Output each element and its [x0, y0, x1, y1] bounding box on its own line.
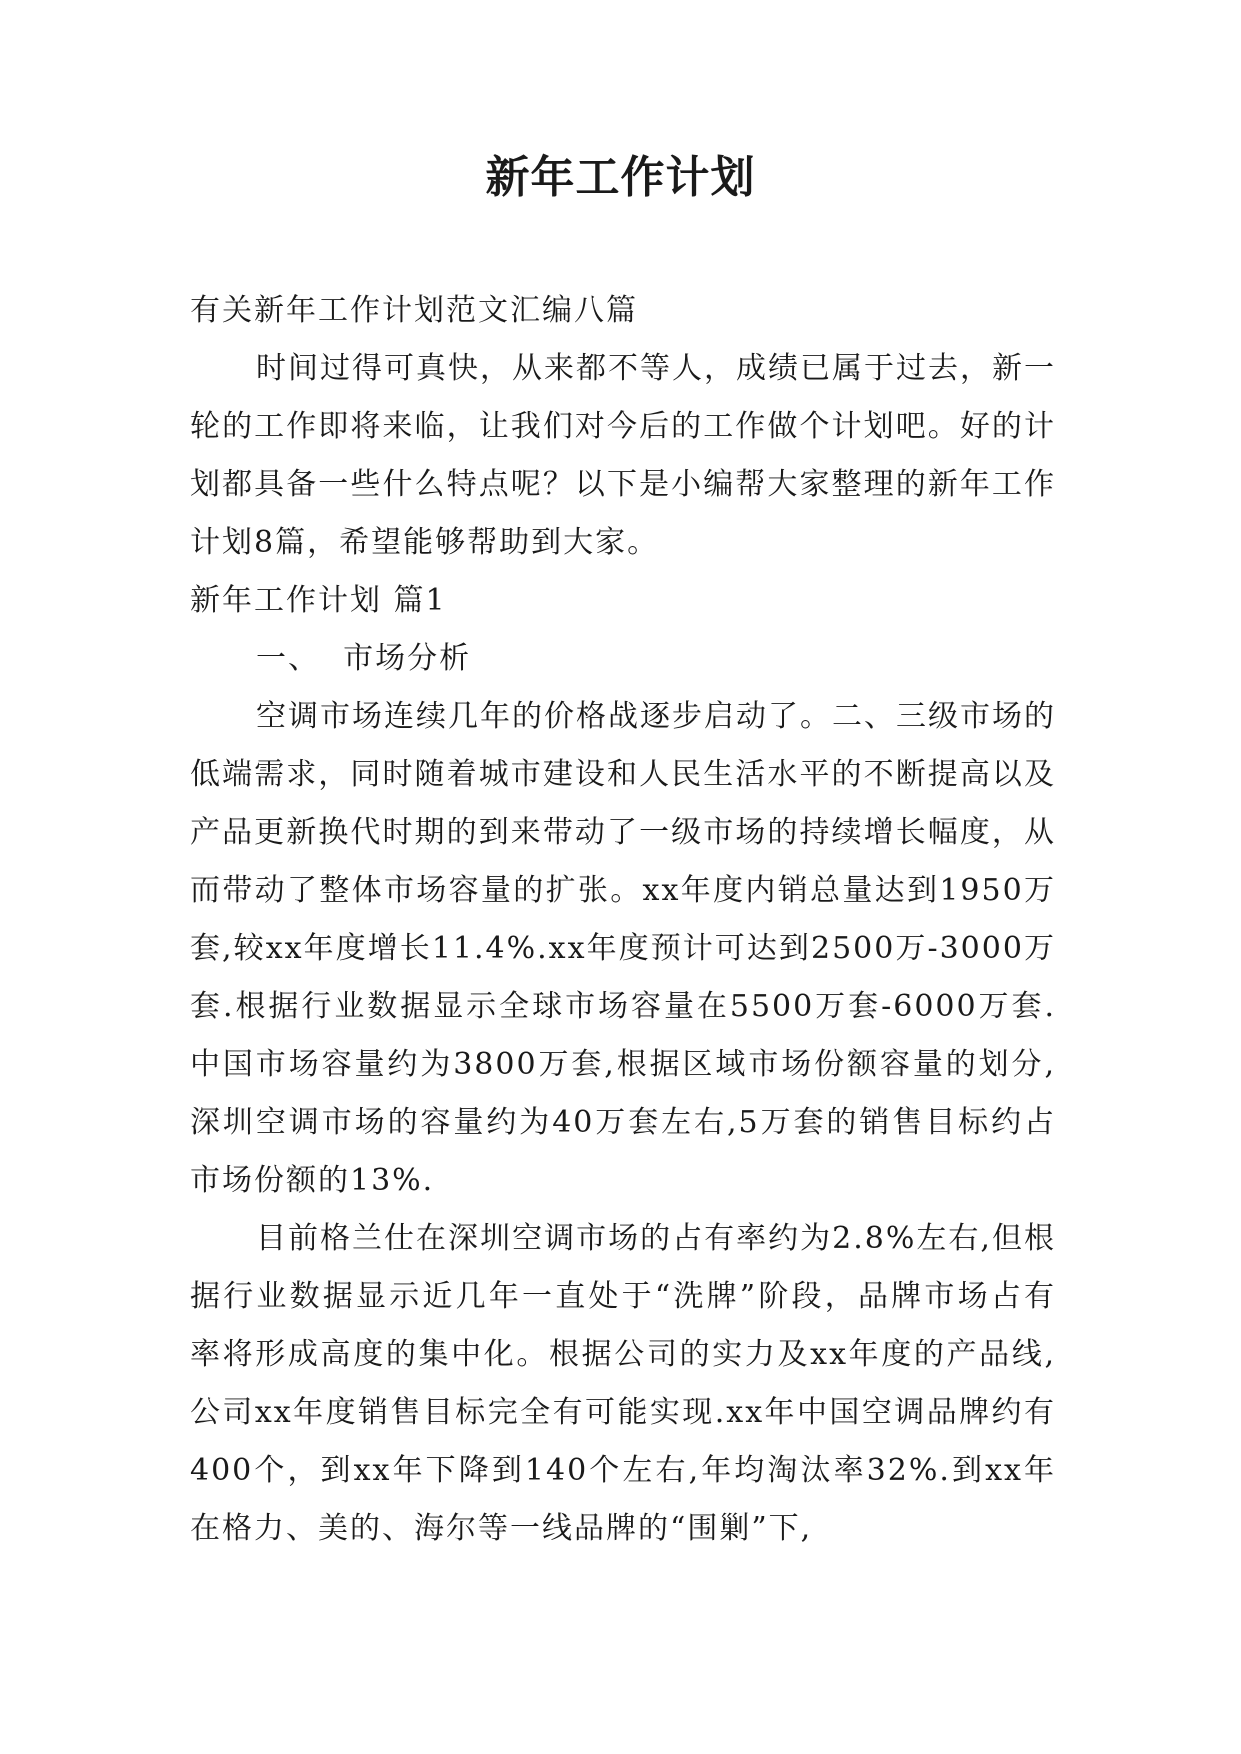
body-paragraph-2: 目前格兰仕在深圳空调市场的占有率约为2.8%左右,但根据行业数据显示近几年一直处于“洗牌”阶段，品牌市场占有率将形成高度的集中化。根据公司的实力及xx年度的产品线,公司xx年度销售目标完全有可能实现.xx年中国空调品牌约有400个，到xx年下降到140个左右,年均淘汰率32%.到xx年在格力、美的、海尔等一线品牌的“围剿”下, [190, 1221, 1056, 1546]
section-title: 新年工作计划 篇1 [190, 583, 447, 618]
document-body [190, 282, 1056, 1558]
document-subtitle: 有关新年工作计划范文汇编八篇 [190, 293, 638, 328]
intro-paragraph: 时间过得可真快，从来都不等人，成绩已属于过去，新一轮的工作即将来临，让我们对今后的工作做个计划吧。好的计划都具备一些什么特点呢？以下是小编帮大家整理的新年工作计划8篇，希望能够帮助到大家。 [190, 351, 1056, 560]
body-paragraph-1: 空调市场连续几年的价格战逐步启动了。二、三级市场的低端需求，同时随着城市建设和人民生活水平的不断提高以及产品更新换代时期的到来带动了一级市场的持续增长幅度，从而带动了整体市场容量的扩张。xx年度内销总量达到1950万套,较xx年度增长11.4%.xx年度预计可达到2500万-3000万套.根据行业数据显示全球市场容量在5500万套-6000万套.中国市场容量约为3800万套,根据区域市场份额容量的划分,深圳空调市场的容量约为40万套左右,5万套的销售目标约占市场份额的13%. [190, 699, 1056, 1198]
document-title: 新年工作计划 [485, 152, 756, 203]
section-heading: 一、 市场分析 [256, 641, 472, 676]
